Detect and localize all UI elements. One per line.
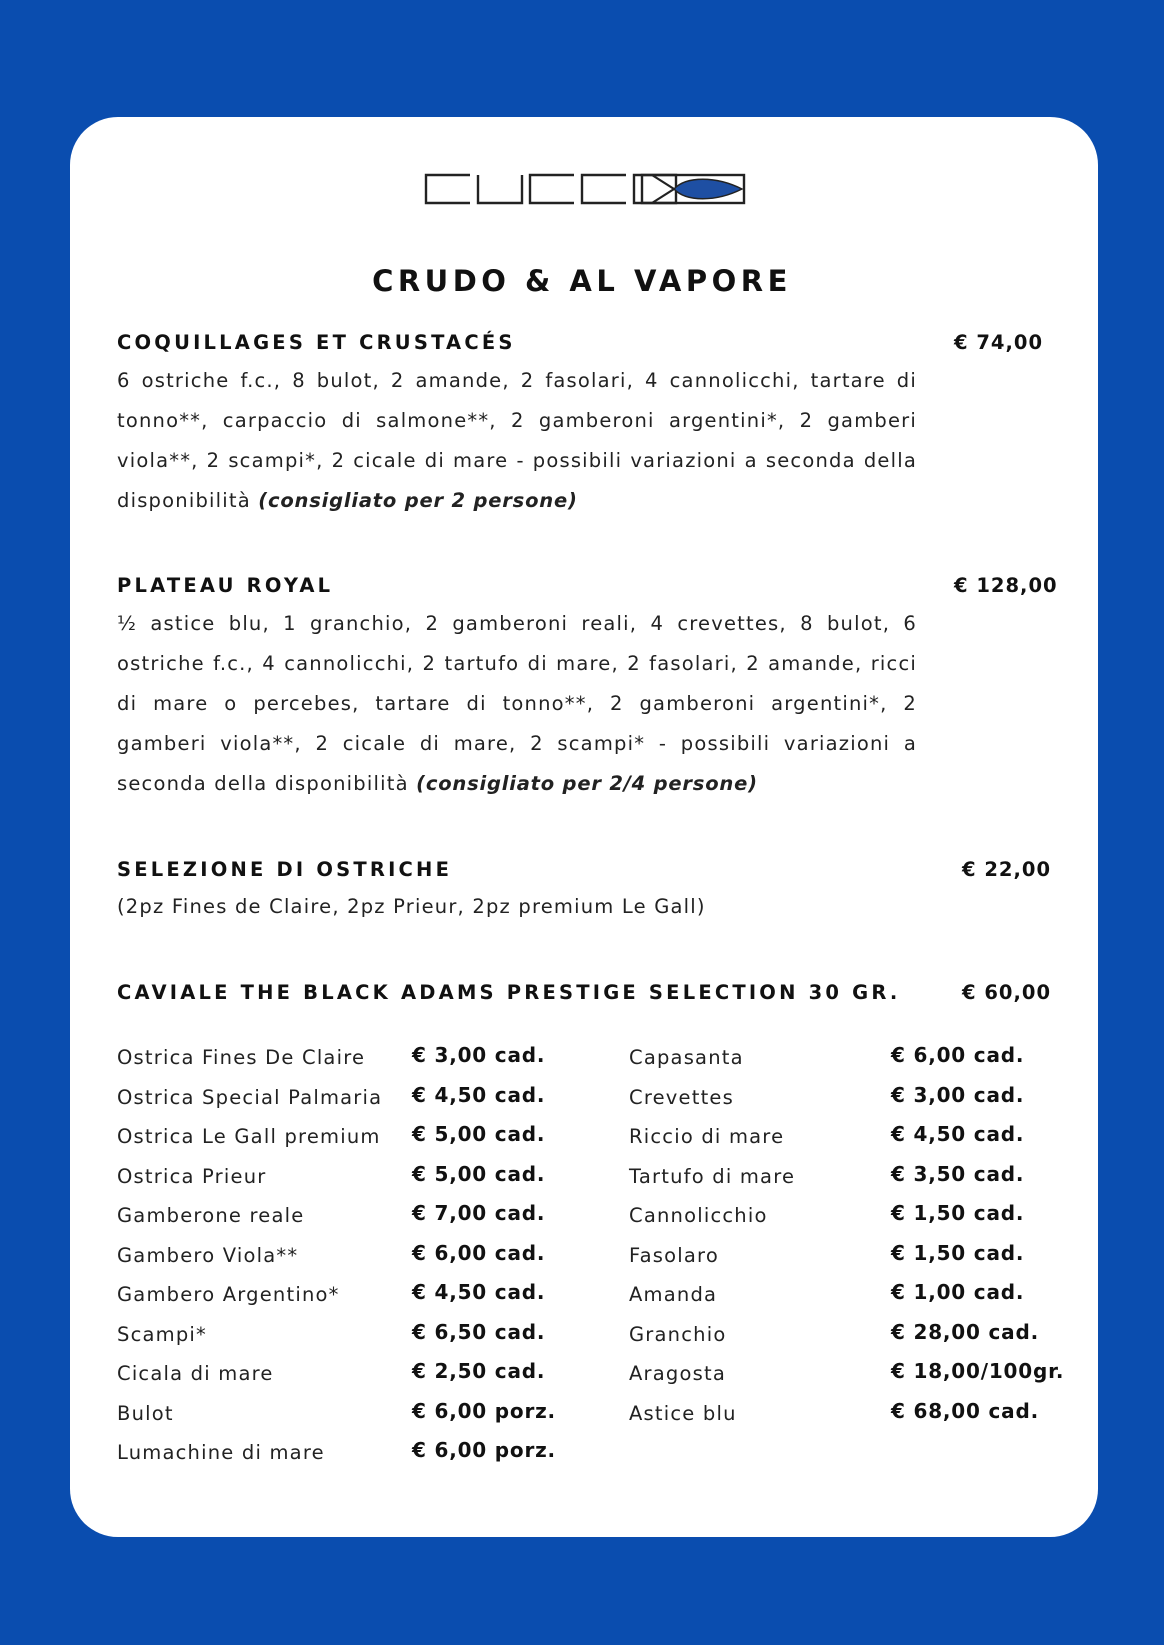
list-item-name: Capasanta xyxy=(629,1046,744,1069)
item-description: ½ astice blu, 1 granchio, 2 gamberoni reali, 4 crevettes, 8 bulot, 6 ostriche f.c., 4 cannolicchi, 2 tartufo di mare, 2 fasolari, 2 amande, ricci di mare o percebes, tartare di tonno**, 2 gamberoni argentini*, 2 gamberi viola**, 2 cicale di mare, 2 scampi* - possibili variazioni a seconda della disponibilità (consigliato per 2/4 persone) xyxy=(117,612,917,795)
list-item-price: € 4,50 cad. xyxy=(412,1280,546,1304)
list-item-name: Lumachine di mare xyxy=(117,1441,325,1464)
list-item-name: Gambero Argentino* xyxy=(117,1283,340,1306)
list-item-price: € 4,50 cad. xyxy=(412,1082,546,1107)
item-note: (consigliato per 2/4 persone) xyxy=(416,772,758,795)
list-item-price: € 6,00 porz. xyxy=(412,1438,556,1462)
list-item-name: Ostrica Le Gall premium xyxy=(117,1125,381,1148)
list-item-name: Astice blu xyxy=(629,1401,737,1425)
price-list-right-names xyxy=(629,1038,795,1433)
list-item-name: Gamberone reale xyxy=(117,1204,305,1227)
item-description: 6 ostriche f.c., 8 bulot, 2 amande, 2 fasolari, 4 cannolicchi, tartare di tonno**, carpaccio di salmone**, 2 gamberoni argentini*, 2 gamberi viola**, 2 scampi*, 2 cicale di mare - possibili variazioni a seconda della disponibilità (consigliato per 2 persone) xyxy=(117,369,917,512)
list-item-name: Crevettes xyxy=(629,1085,734,1109)
item-price: € 22,00 xyxy=(962,858,1052,881)
list-item-name: Bulot xyxy=(117,1401,174,1425)
list-item-name: Ostrica Fines De Claire xyxy=(117,1046,366,1069)
list-item-price: € 68,00 cad. xyxy=(891,1398,1039,1423)
list-item-price: € 2,50 cad. xyxy=(412,1359,546,1383)
item-price: € 60,00 xyxy=(962,981,1052,1004)
item-title: CAVIALE THE BLACK ADAMS PRESTIGE SELECTION 30 GR. xyxy=(117,981,901,1004)
list-item-price: € 4,50 cad. xyxy=(891,1122,1025,1146)
list-item-price: € 6,50 cad. xyxy=(412,1319,546,1344)
item-title: PLATEAU ROYAL xyxy=(117,574,334,597)
list-item-name: Ostrica Prieur xyxy=(117,1164,267,1188)
list-item-name: Gambero Viola** xyxy=(117,1243,299,1267)
list-item-name: Granchio xyxy=(629,1322,727,1346)
list-item-price: € 5,00 cad. xyxy=(412,1122,546,1146)
list-item-price: € 1,00 cad. xyxy=(891,1280,1025,1304)
item-note: (consigliato per 2 persone) xyxy=(258,489,578,512)
list-item-name: Fasolaro xyxy=(629,1243,719,1267)
item-price: € 74,00 xyxy=(954,331,1044,354)
list-item-price: € 5,00 cad. xyxy=(412,1161,546,1186)
list-item-price: € 1,50 cad. xyxy=(891,1240,1025,1265)
price-list-right-prices xyxy=(891,1036,1064,1431)
list-item-price: € 6,00 cad. xyxy=(891,1043,1025,1067)
list-item-name: Amanda xyxy=(629,1283,718,1306)
item-description: (2pz Fines de Claire, 2pz Prieur, 2pz premium Le Gall) xyxy=(117,895,706,918)
list-item-name: Tartufo di mare xyxy=(629,1164,796,1188)
cucco-logo xyxy=(424,173,746,205)
list-item-name: Ostrica Special Palmaria xyxy=(117,1085,383,1109)
list-item-price: € 3,50 cad. xyxy=(891,1161,1025,1186)
list-item-price: € 28,00 cad. xyxy=(891,1319,1039,1344)
list-item-price: € 1,50 cad. xyxy=(891,1201,1025,1225)
list-item-price: € 6,00 cad. xyxy=(412,1240,546,1265)
list-item-price: € 3,00 cad. xyxy=(891,1082,1025,1107)
item-title: SELEZIONE DI OSTRICHE xyxy=(117,858,453,881)
list-item-price: € 3,00 cad. xyxy=(412,1043,546,1067)
item-title: COQUILLAGES ET CRUSTACÉS xyxy=(117,331,516,354)
list-item-price: € 18,00/100gr. xyxy=(891,1359,1065,1383)
list-item-name: Riccio di mare xyxy=(629,1125,785,1148)
section-title: CRUDO & AL VAPORE xyxy=(372,264,792,298)
list-item-price: € 6,00 porz. xyxy=(412,1398,556,1423)
item-price: € 128,00 xyxy=(954,574,1058,597)
list-item-name: Scampi* xyxy=(117,1322,207,1346)
list-item-name: Aragosta xyxy=(629,1362,726,1385)
list-item-name: Cicala di mare xyxy=(117,1362,274,1385)
list-item-name: Cannolicchio xyxy=(629,1204,768,1227)
price-list-left-names xyxy=(117,1038,382,1473)
list-item-price: € 7,00 cad. xyxy=(412,1201,546,1225)
price-list-left-prices xyxy=(412,1036,556,1471)
